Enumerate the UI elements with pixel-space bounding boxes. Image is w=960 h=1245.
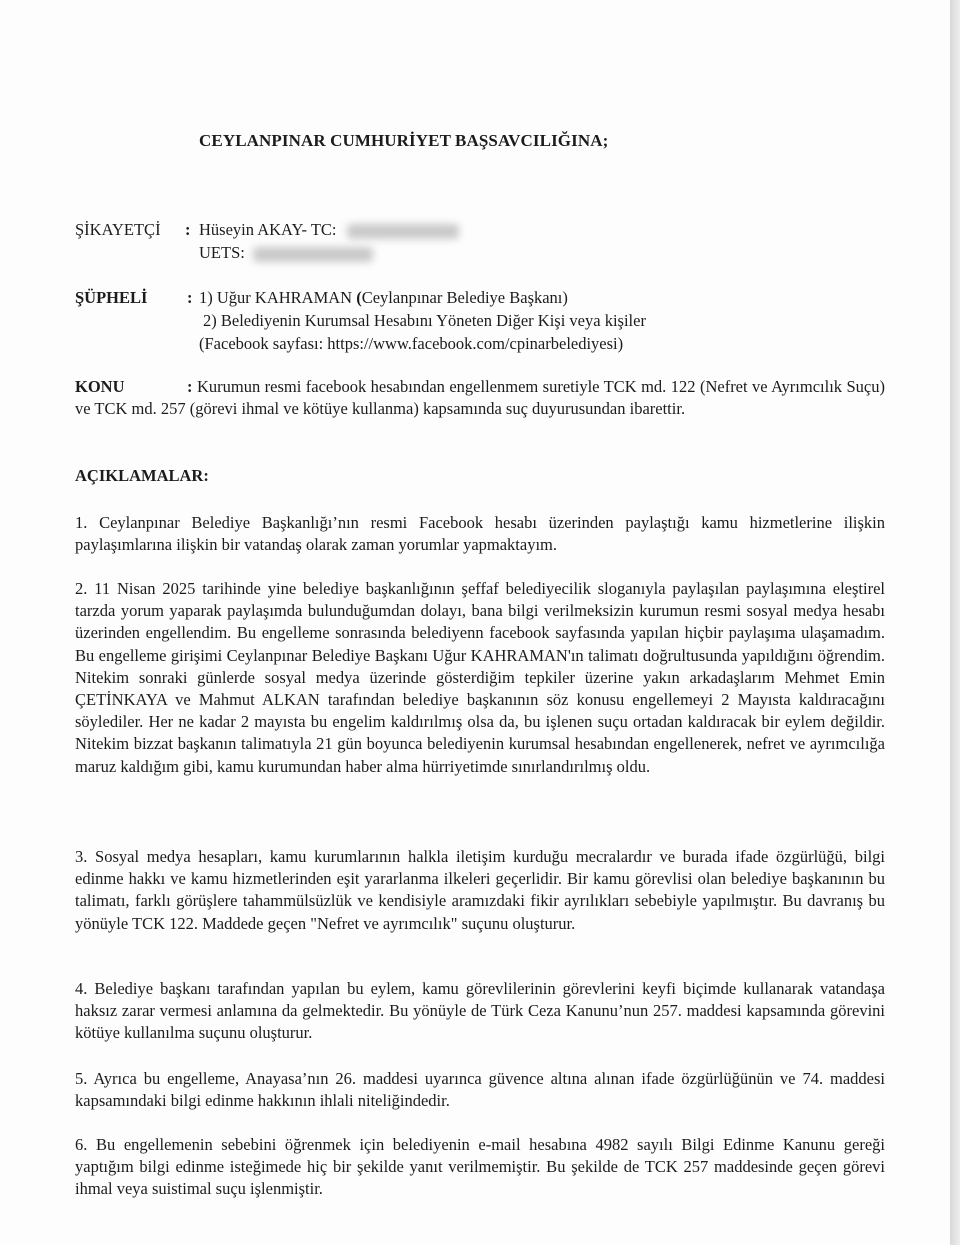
document-title: CEYLANPINAR CUMHURİYET BAŞSAVCILIĞINA;	[199, 131, 609, 150]
paragraph-2: 2. 11 Nisan 2025 tarihinde yine belediye başkanlığının şeffaf belediyecilik sloganıyla paylaşılan paylaşımına eleştirel tarzda yorum yaparak paylaşımda bulunduğumdan dolayı, bana bilgi verilmeksizin kurumun resmi sosyal medya hesabı üzerinden engellendim. Bu engelleme sonrasında belediyenn facebook sayfasında yapılan hiçbir paylaşıma ulaşamadım. Bu engelleme girişimi Ceylanpınar Belediye Başkanı Uğur KAHRAMAN'ın talimatı doğrultusunda yapıldığını öğrendim. Nitekim sonraki günlerde sosyal medya üzerinde gösterdiğim tepkiler üzerine yakın arkadaşlarım Mehmet Emin ÇETİNKAYA ve Mahmut ALKAN tarafından belediye başkanının söz konusu engellemeyi 2 Mayısta kaldıracağını söylediler. Her ne kadar 2 mayısta bu engelim kaldırılmış olsa da, bu işlenen suçu ortadan kaldıracak bir eylem değildir. Nitekim bizzat başkanın talimatıyla 21 gün boyunca belediyenin kurumsal hesabından engellenerek, nefret ve ayrımcılığa maruz kaldığım gibi, kamu kurumundan haber alma hürriyetimde sınırlandırılmış oldu.	[75, 579, 885, 776]
subject-block	[75, 376, 885, 420]
suspect-1-title: Ceylanpınar Belediye Başkanı)	[361, 288, 568, 307]
paragraph-6: 6. Bu engellemenin sebebini öğrenmek için belediyenin e-mail hesabına 4982 sayılı Bilgi Edinme Kanunu gereği yaptığım bilgi edinme isteğimede hiç bir şekilde yanıt verilmemiştir. Bu şekilde de TCK 257 maddesinde geçen görevi ihmal veya suistimal suçu işlenmiştir.	[75, 1135, 885, 1199]
paragraph-1: 1. Ceylanpınar Belediye Başkanlığı’nın resmi Facebook hesabı üzerinden paylaştığı kamu hizmetlerine ilişkin paylaşımlarına ilişkin bir vatandaş olarak zaman yorumlar yapmaktayım.	[75, 513, 885, 555]
complainant-name-text: Hüseyin AKAY- TC:	[199, 220, 337, 239]
suspect-line-2: 2) Belediyenin Kurumsal Hesabını Yöneten Diğer Kişi veya kişiler	[203, 311, 646, 330]
page-edge	[950, 0, 960, 1245]
suspect-line-3: (Facebook sayfası: https://www.facebook.com/cpinarbelediyesi)	[199, 334, 624, 353]
subject-text: Kurumun resmi facebook hesabından engellenmem suretiyle TCK md. 122 (Nefret ve Ayrımcılık Suçu) ve TCK md. 257 (görevi ihmal ve kötüye kullanma) kapsamında suç duyurusundan ibarettir.	[75, 377, 885, 419]
subject-label: KONU	[75, 377, 125, 396]
subject-separator: :	[187, 377, 193, 396]
complainant-name	[199, 222, 459, 239]
suspect-1-name: 1) Uğur KAHRAMAN	[199, 288, 357, 307]
redacted-uets-address	[253, 247, 373, 262]
suspect-1-paren: (	[356, 288, 362, 307]
complainant-uets	[199, 245, 373, 262]
paragraph-4: 4. Belediye başkanı tarafından yapılan bu eylem, kamu görevlilerinin görevlerini keyfi biçimde kullanarak vatandaşa haksız zarar vermesi anlamına da gelmektedir. Bu yönüyle de Türk Ceza Kanunu’nun 257. maddesi kapsamında görevini kötüye kullanılma suçunu oluşturur.	[75, 979, 885, 1043]
suspect-line-1	[199, 290, 568, 307]
complainant-separator: :	[185, 220, 191, 239]
uets-label: UETS:	[199, 243, 245, 262]
redacted-tc-number	[347, 224, 459, 239]
suspect-separator: :	[187, 288, 193, 307]
explanations-heading: AÇIKLAMALAR:	[75, 466, 209, 485]
complainant-label: ŞİKAYETÇİ	[75, 220, 161, 239]
paragraph-3: 3. Sosyal medya hesapları, kamu kurumlarının halkla iletişim kurduğu mecralardır ve burada ifade özgürlüğü, bilgi edinme hakkı ve kamu hizmetlerinden eşit yararlanma ilkeleri geçerlidir. Bir kamu görevlisi olan belediye başkanının bu talimatı, farklı görüşlere tahammülsüzlük ve kendisiyle aramızdaki fikir ayrılıkları sebebiyle yapılmıştır. Bu davranış bu yönüyle TCK 122. Maddede geçen "Nefret ve ayrımcılık" suçunu oluşturur.	[75, 847, 885, 933]
suspect-label: ŞÜPHELİ	[75, 288, 148, 307]
paragraph-5: 5. Ayrıca bu engelleme, Anayasa’nın 26. maddesi uyarınca güvence altına alınan ifade özgürlüğünün ve 74. maddesi kapsamındaki bilgi edinme hakkının ihlali niteliğindedir.	[75, 1069, 885, 1111]
